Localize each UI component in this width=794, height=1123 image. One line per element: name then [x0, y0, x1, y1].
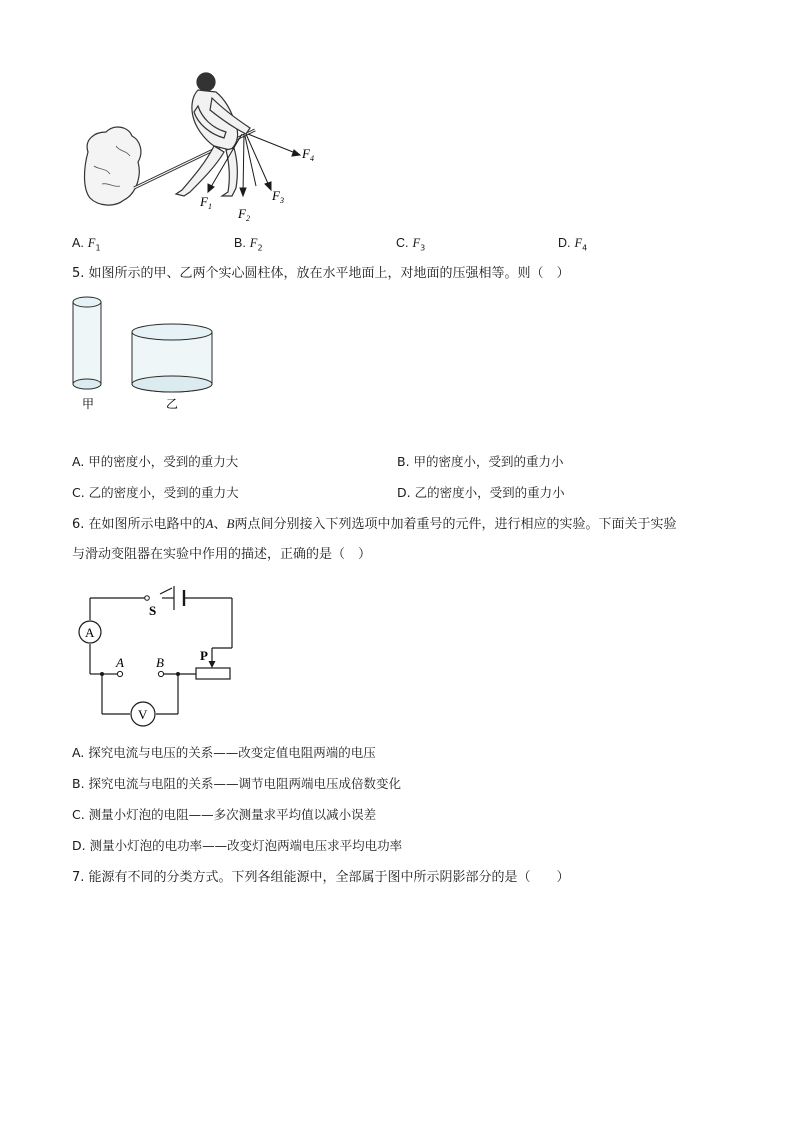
q6-option-d[interactable]: D. 测量小灯泡的电功率——改变灯泡两端电压求平均电功率 [72, 838, 403, 853]
q4-option-b[interactable]: B. $F_2$ [234, 236, 263, 253]
q6-stem-line2: 与滑动变阻器在实验中作用的描述，正确的是（ ） [72, 547, 372, 562]
q6-option-a[interactable]: A. 探究电流与电压的关系——改变定值电阻两端的电压 [72, 745, 376, 760]
q5-option-a[interactable]: A. 甲的密度小，受到的重力大 [72, 454, 239, 469]
label-yi: 乙 [166, 397, 179, 411]
f4-label: $F_4$ [302, 146, 314, 163]
circuit-diagram [74, 580, 244, 730]
q5-option-c[interactable]: C. 乙的密度小，受到的重力大 [72, 485, 239, 500]
q4-option-a[interactable]: A. $F_1$ [72, 236, 101, 253]
rock [85, 127, 141, 205]
q6-option-c[interactable]: C. 测量小灯泡的电阻——多次测量求平均值以减小误差 [72, 807, 377, 822]
cylinders-figure [66, 292, 226, 416]
f3-label: $F_3$ [272, 188, 284, 205]
q5-stem: 5. 如图所示的甲、乙两个实心圆柱体，放在水平地面上，对地面的压强相等。则（ ） [72, 266, 570, 281]
q4-option-d[interactable]: D. $F_4$ [558, 236, 588, 253]
q6-option-b[interactable]: B. 探究电流与电阻的关系——调节电阻两端电压成倍数变化 [72, 776, 402, 791]
label-b: B [156, 655, 164, 670]
q5-option-b[interactable]: B. 甲的密度小，受到的重力小 [397, 454, 564, 469]
q6-stem-line1: 6. 在如图所示电路中的A、B两点间分别接入下列选项中加着重号的元件，进行相应的实验。下面关于实验 [72, 516, 677, 532]
slider-label: P [200, 648, 208, 663]
svg-text:V: V [138, 707, 148, 722]
point-a-terminal [117, 671, 122, 676]
switch-label: S [149, 603, 157, 618]
svg-text:A: A [85, 625, 95, 640]
cylinder-yi [132, 324, 212, 392]
f1-label: $F_1$ [200, 194, 212, 211]
label-a: A [116, 655, 124, 670]
point-b-terminal [158, 671, 163, 676]
lever-figure [80, 66, 320, 226]
q7-stem: 7. 能源有不同的分类方式。下列各组能源中，全部属于图中所示阴影部分的是（ ） [72, 870, 570, 885]
f2-label: $F_2$ [238, 206, 250, 223]
q5-option-d[interactable]: D. 乙的密度小，受到的重力小 [397, 485, 565, 500]
cylinder-jia [73, 297, 101, 389]
label-jia: 甲 [82, 397, 95, 411]
q4-option-c[interactable]: C. $F_3$ [396, 236, 426, 253]
man-figure [176, 73, 250, 196]
